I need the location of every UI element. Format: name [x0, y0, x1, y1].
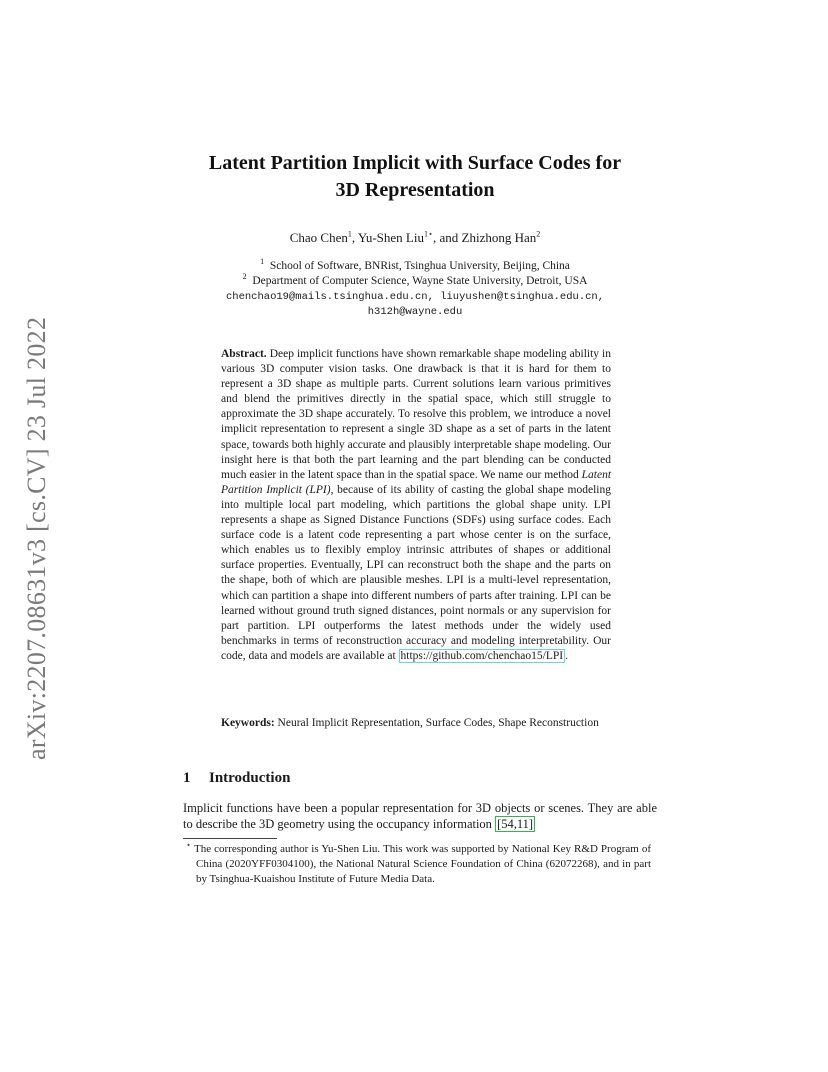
abstract-text-1: Deep implicit functions have shown remarkable shape modeling ability in various 3D computer vision tasks. One drawback is that it is hard for them to represent a 3D shape as multiple parts. Current solutions learn various primitives and blend the primitives directly in the spatial space, which still struggle to approximate the 3D shape accurately. To resolve this problem, we introduce a novel implicit representation to represent a single 3D shape as a set of parts in the latent space, towards both highly accurate and plausibly interpretable shape modeling. Our insight here is that both the part learning and the part blending can be conducted much easier in the latent space than in the spatial space. We name our method: [221, 348, 612, 481]
footnote-text: The corresponding author is Yu-Shen Liu. This work was supported by National Key R&D Program of China (2020YFF0304100), the National Natural Science Foundation of China (62072268), and in part by Tsinghua-Kuaishou Institute of Future Media Data.: [194, 843, 651, 885]
paper-title: [150, 150, 680, 204]
author-2-mark: 1⋆: [423, 229, 433, 239]
email-line-2: h312h@wayne.edu: [367, 306, 463, 318]
footnote: [186, 840, 651, 887]
footnote-rule: [183, 838, 277, 839]
abstract-label: Abstract.: [221, 348, 267, 360]
affiliation-1: [150, 259, 680, 274]
author-list: Chao Chen$^1$, Yu-Shen Liu$^{1⋆}$, and Zhizhong Han$^2$: [289, 229, 541, 245]
intro-text: Implicit functions have been a popular representation for 3D objects or scenes. They are able to describe the 3D geometry using the occupancy information: [183, 801, 657, 831]
section-number: 1: [183, 770, 191, 786]
email-line-1: chenchao19@mails.tsinghua.edu.cn, liuyushen@tsinghua.edu.cn,: [225, 291, 605, 303]
title-line-2: 3D Representation: [335, 179, 495, 201]
keywords-label: Keywords:: [221, 717, 275, 729]
abstract: [221, 347, 611, 664]
title-line-1: Latent Partition Implicit with Surface Codes for: [208, 152, 622, 174]
section-title: Introduction: [209, 770, 291, 786]
affiliation-2-text: Department of Computer Science, Wayne State University, Detroit, USA: [252, 275, 588, 287]
abstract-end: .: [565, 649, 568, 662]
intro-citation-link[interactable]: [54,11]: [497, 817, 534, 831]
author-3-mark: 2: [536, 229, 541, 239]
author-2: Yu-Shen Liu: [357, 230, 424, 245]
author-3: Zhizhong Han: [461, 230, 537, 245]
affiliation-2: [150, 274, 680, 289]
abstract-method-name: Latent Partition Implicit (LPI): [221, 468, 612, 496]
intro-paragraph: [183, 800, 657, 832]
intro-citation-numbers: 54,11: [501, 817, 529, 831]
keywords-text: Neural Implicit Representation, Surface Codes, Shape Reconstruction: [277, 717, 599, 729]
arxiv-identifier-stamp: arXiv:2207.08631v3 [cs.CV] 23 Jul 2022: [22, 316, 51, 760]
affiliation-1-mark: 1: [260, 257, 265, 267]
abstract-text-2: , because of its ability of casting the global shape modeling into multiple local part modeling, which partitions the global shape unity. LPI represents a shape as Signed Distance Functions (SDFs) using surface codes. Each surface code is a latent code representing a part whose center is on the surface, which enables us to flexibly employ intrinsic attributes of shapes or additional surface properties. Eventually, LPI can reconstruct both the shape and the parts on the shape, both of which are plausible meshes. LPI is a multi-level representation, which can partition a shape into different numbers of parts after training. LPI can be learned without ground truth signed distances, point normals or any supervision for part partition. LPI outperforms the latest methods under the widely used benchmarks in terms of reconstruction accuracy and modeling interpretability. Our code, data and models are available at: [221, 483, 611, 662]
code-link[interactable]: https://github.com/chenchao15/LPI: [400, 649, 564, 662]
section-heading-introduction: [183, 770, 290, 787]
affiliation-2-mark: 2: [242, 272, 247, 282]
footnote-mark: ⋆: [186, 840, 192, 850]
affiliation-1-text: School of Software, BNRist, Tsinghua University, Beijing, China: [269, 260, 570, 272]
author-1-mark: 1: [347, 229, 352, 239]
keywords: [221, 716, 611, 731]
author-1: Chao Chen: [289, 230, 348, 245]
